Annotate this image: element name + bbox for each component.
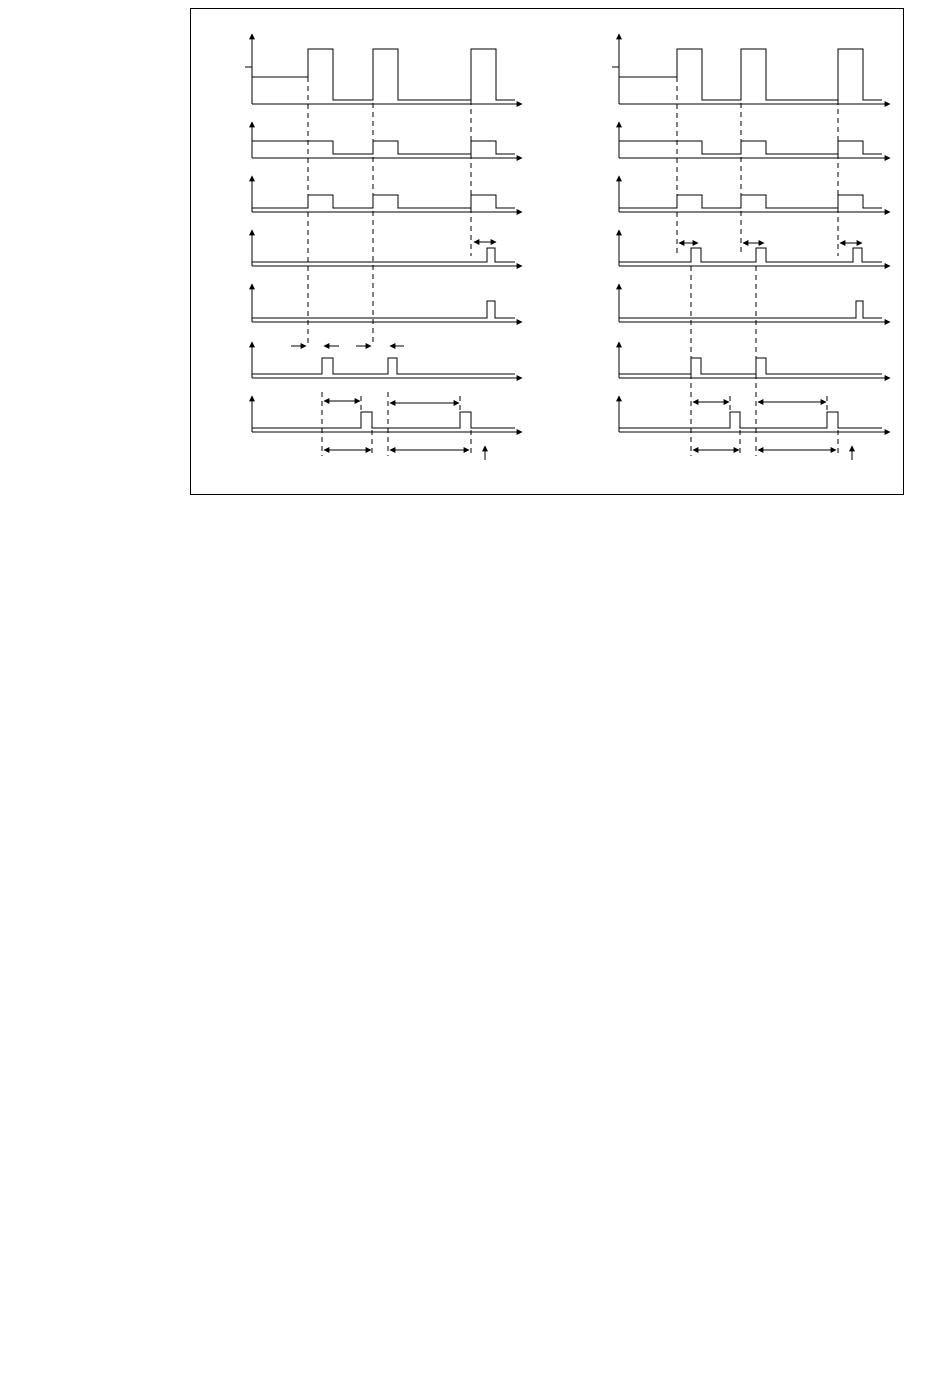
timing-diagram-figure <box>0 0 950 520</box>
right-row1-trace <box>619 49 882 100</box>
right-row2-trace <box>619 141 882 154</box>
left-row2-trace <box>252 141 515 154</box>
left-row5-trace <box>252 301 515 318</box>
left-panel <box>245 34 522 460</box>
right-row4-trace <box>619 248 882 262</box>
left-row6-trace <box>252 358 515 374</box>
right-interval-arrows <box>679 243 862 460</box>
right-row3-trace <box>619 195 882 208</box>
left-interval-arrows <box>291 242 496 460</box>
left-row1-trace <box>252 49 515 100</box>
left-row4-trace <box>252 248 515 262</box>
timing-diagram-svg <box>0 0 950 520</box>
right-row5-trace <box>619 301 882 318</box>
right-row6-trace <box>619 358 882 374</box>
left-row7-trace <box>252 412 515 428</box>
left-dashed-guides <box>308 49 471 456</box>
figure-border <box>191 9 904 495</box>
right-row7-trace <box>619 412 882 428</box>
right-panel <box>612 34 890 460</box>
left-row3-trace <box>252 195 515 208</box>
